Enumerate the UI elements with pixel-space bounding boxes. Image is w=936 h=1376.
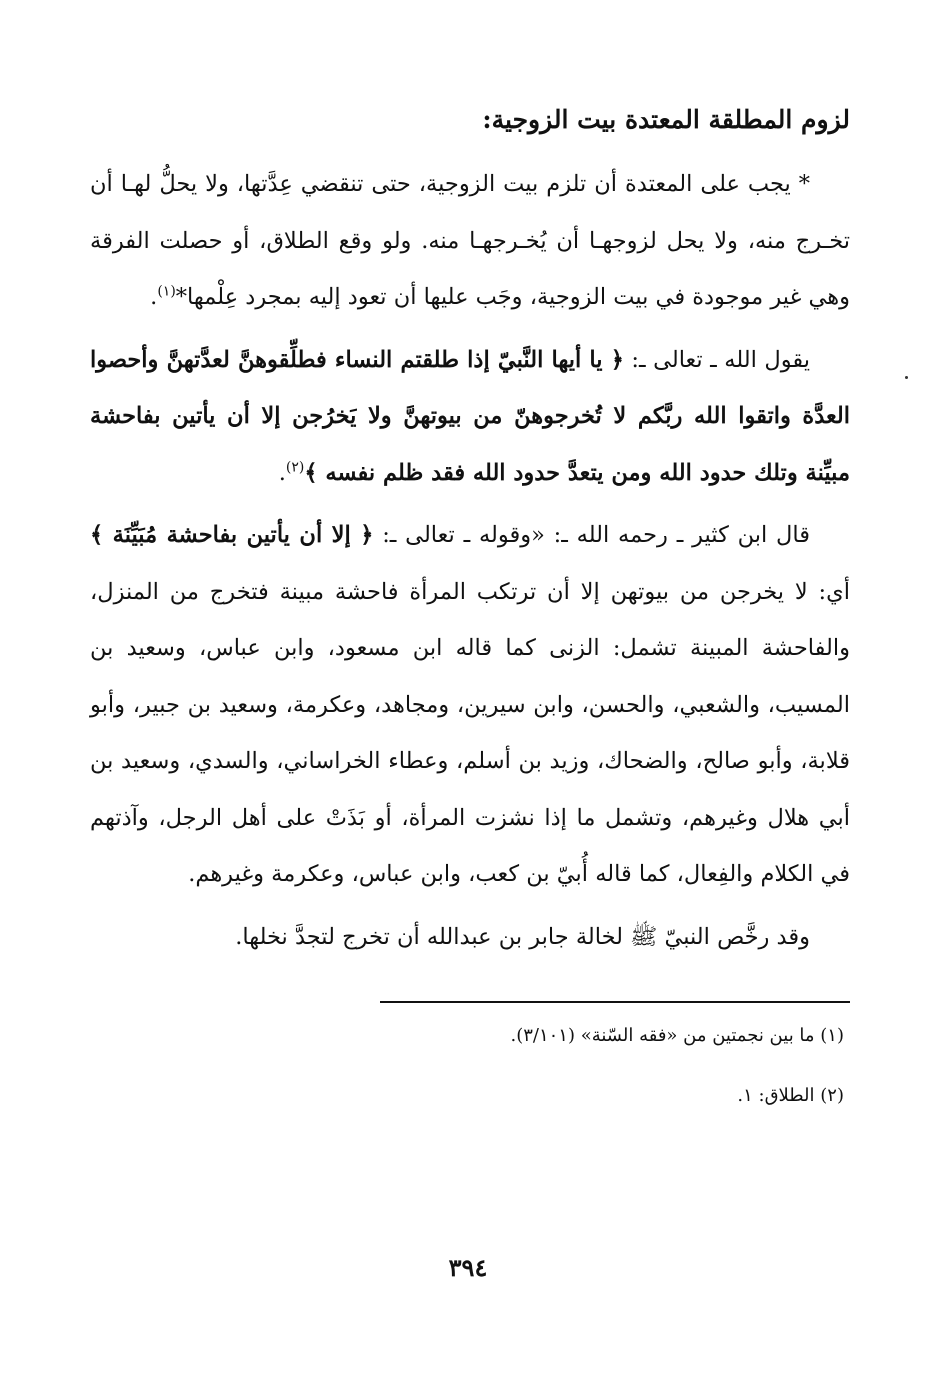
page-content bbox=[90, 100, 850, 1141]
footnote-ref-2: (٢) bbox=[285, 459, 305, 475]
ruling-end: . bbox=[150, 284, 158, 310]
paragraph-ruling bbox=[90, 156, 850, 326]
section-heading: لزوم المطلقة المعتدة بيت الزوجية: bbox=[482, 105, 850, 134]
verse-end: . bbox=[278, 459, 286, 486]
ruling-text: * يجب على المعتدة أن تلزم بيت الزوجية، حتى تنقضي عِدَّتها، ولا يحلُّ لهـا أن تخـرج منه، ولا يحل لزوجهـا أن يُخـرجهـا منه. ولو وقع الطلاق، أو حصلت الفرقة وهي غير موجودة في بيت الزوجية، وجَب عليها أن تعود إليه بمجرد عِلْمها* bbox=[90, 171, 850, 310]
footnote-2: (٢) الطلاق: ١. bbox=[737, 1085, 844, 1106]
footnote-ref-1: (١) bbox=[157, 283, 176, 300]
scan-speck bbox=[905, 376, 908, 379]
paragraph-jabir: وقد رخَّص النبيّ ﷺ لخالة جابر بن عبدالله أن تخرج لتجدَّ نخلها. bbox=[235, 923, 810, 950]
paragraph-ibn-kathir bbox=[90, 507, 850, 903]
tafsir-text: أي: لا يخرجن من بيوتهن إلا أن ترتكب المرأة فاحشة مبينة فتخرج من المنزل، والفاحشة المبينة تشمل: الزنى كما قاله ابن مسعود، وابن عباس، وسعيد بن المسيب، والشعبي، والحسن، وابن سيرين، ومجاهد، وعكرمة، وسعيد بن جبير، وأبو قلابة، وأبو صالح، والضحاك، وزيد بن أسلم، وعطاء الخراساني، والسدي، وسعيد بن أبي هلال وغيرهم، وتشمل ما إذا نشزت المرأة، أو بَذَتْ على أهل الرجل، وآذتهم في الكلام والفِعال، كما قاله أُبيّ بن كعب، وابن عباس، وعكرمة وغيرهم. bbox=[90, 578, 851, 887]
verse-intro: يقول الله ـ تعالى ـ: bbox=[623, 346, 810, 373]
footnote-divider bbox=[380, 1001, 850, 1003]
page-number: ٣٩٤ bbox=[448, 1253, 488, 1282]
quran-verse: ﴿ يا أيها النَّبيّ إذا طلقتم النساء فطلِّقوهنَّ لعدَّتهنَّ وأحصوا العدَّة واتقوا الله ربَّكم لا تُخرجوهنّ من بيوتهنَّ ولا يَخرُجن إلا أن يأتين بفاحشة مبيِّنة وتلك حدود الله ومن يتعدَّ حدود الله فقد ظلم نفسه ﴾ bbox=[90, 346, 850, 486]
quoted-verse: ﴿ إلا أن يأتين بفاحشة مُبَيِّنَة ﴾ bbox=[90, 522, 374, 548]
tafsir-intro: قال ابن كثير ـ رحمه الله ـ: «وقوله ـ تعالى ـ: bbox=[373, 522, 810, 548]
paragraph-verse bbox=[90, 332, 850, 502]
footnote-1: (١) ما بين نجمتين من «فقه السّنة» (٣/١٠١). bbox=[510, 1025, 844, 1046]
